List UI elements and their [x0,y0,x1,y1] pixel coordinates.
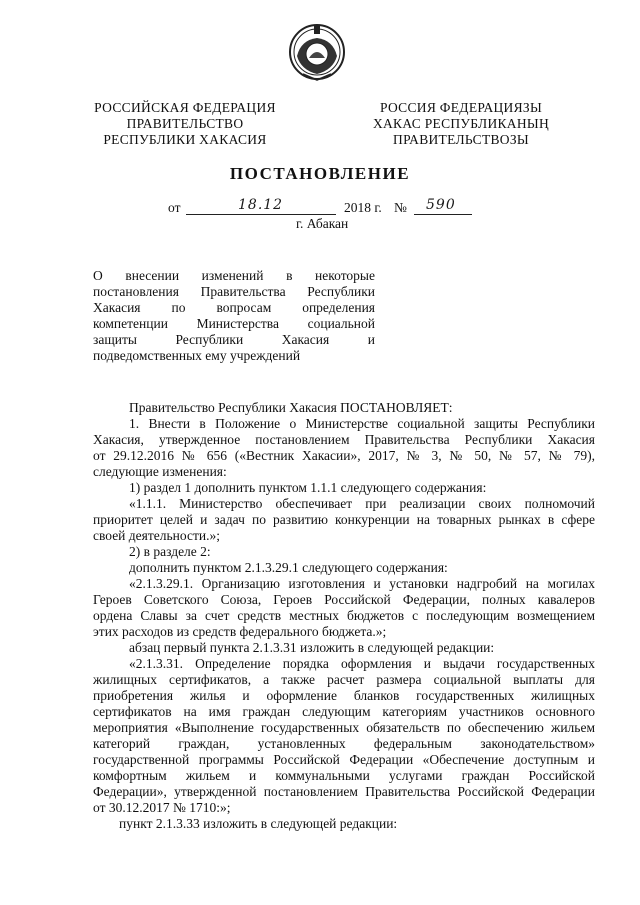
body-line: приобретения жилья и оформление бланков государственных жилищных [93,688,595,703]
body-line: сертификатов на имя граждан следующим категориям участников основного [93,704,595,719]
coat-of-arms-icon [287,20,347,84]
body-line: 2) в разделе 2: [129,544,211,559]
body-line: «2.1.3.31. Определение порядка оформления и выдачи государственных [129,656,595,671]
number-label: № [394,200,407,215]
subject-line: постановления Правительства Республики [93,284,375,299]
document-title: ПОСТАНОВЛЕНИЕ [229,164,411,183]
body-line: комфортным жильем и коммунальными услугами граждан Российской [93,768,595,783]
header-right-line: ПРАВИТЕЛЬСТВОЗЫ [393,132,529,147]
body-line: Хакасия, утвержденное постановлением Правительства Республики Хакасия [93,432,595,447]
subject-line: компетенции Министерства социальной [93,316,375,331]
header-right-line: РОССИЯ ФЕДЕРАЦИЯЗЫ [379,100,543,115]
body-line: мероприятия «Выполнение государственных обязательств по обеспечению жильем [93,720,595,735]
handwritten-number: 590 [426,197,456,213]
body-line: следующие изменения: [93,464,227,479]
date-prefix: от [168,200,181,215]
body-line: категорий граждан, установленных федеральным законодательством» [93,736,595,751]
date-blank [186,214,336,215]
body-line: 1. Внести в Положение о Министерстве социальной защиты Республики [129,416,595,431]
body-line: жилищных сертификатов, а также расчет размера социальной выплаты для [93,672,595,687]
subject-line: О внесении изменений в некоторые [93,268,375,283]
header-left-line: РОССИЙСКАЯ ФЕДЕРАЦИЯ [94,100,276,115]
body-line: от 30.12.2017 № 1710:»; [93,800,231,815]
document-body [93,400,595,832]
body-line: ордена Славы за счет средств местных бюджетов с последующим возмещением [93,608,595,623]
header-left-line: ПРАВИТЕЛЬСТВО [126,116,244,131]
subject-line: подведомственных ему учреждений [93,348,301,363]
header-right-line: ХАКАС РЕСПУБЛИКАНЫҢ [372,116,550,131]
city: г. Абакан [296,216,349,231]
header-khakas [346,100,576,148]
body-line: пункт 2.1.3.33 изложить в следующей редакции: [119,816,398,831]
header-left-line: РЕСПУБЛИКИ ХАКАСИЯ [103,132,267,147]
document-subject [93,268,375,364]
body-line: дополнить пунктом 2.1.3.29.1 следующего содержания: [129,560,448,575]
body-line: Правительство Республики Хакасия ПОСТАНОВЛЯЕТ: [129,400,453,415]
body-line: «2.1.3.29.1. Организацию изготовления и установки надгробий на могилах [129,576,595,591]
body-line: этих расходов из средств федерального бюджета.»; [93,624,387,639]
header-russian [80,100,290,148]
body-line: приоритет целей и задач по развитию конкуренции на товарных рынках в сфере [93,512,595,527]
body-line: абзац первый пункта 2.1.3.31 изложить в следующей редакции: [129,640,495,655]
body-line: своей деятельности.»; [93,528,220,543]
body-line: государственной программы Российской Федерации «Обеспечение доступным и [93,752,595,767]
subject-line: защиты Республики Хакасия и [93,332,375,347]
handwritten-date: 18.12 [238,197,284,213]
subject-line: Хакасия по вопросам определения [93,300,375,315]
body-line: Федерации», утвержденной постановлением Правительства Российской Федерации [93,784,595,799]
body-line: 1) раздел 1 дополнить пунктом 1.1.1 следующего содержания: [129,480,487,495]
number-blank [414,214,472,215]
body-line: Героев Советского Союза, Героев Российской Федерации, полных кавалеров [93,592,595,607]
body-line: «1.1.1. Министерство обеспечивает при реализации своих полномочий [129,496,595,511]
date-year: 2018 г. [344,200,382,215]
body-line: от 29.12.2016 № 656 («Вестник Хакасии», 2017, № 3, № 50, № 57, № 79), [93,448,595,463]
